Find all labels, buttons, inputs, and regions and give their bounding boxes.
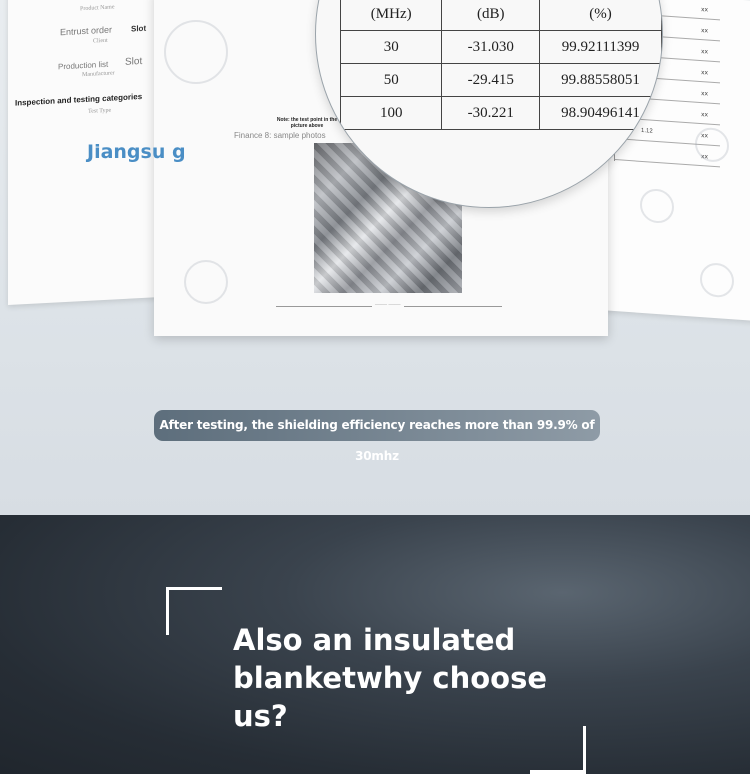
right-table-value: 1.12 [641, 127, 653, 135]
table-row [341, 97, 662, 130]
table-cell: -31.030 [442, 31, 540, 64]
page-footer: ―― ―― [372, 302, 404, 308]
table-header-cell: (%) [540, 0, 662, 31]
product-name-label: Product Name [80, 4, 115, 13]
slot-value-2: Slot [125, 55, 143, 68]
section-headline: Also an insulated blanketwhy choose us? [233, 623, 548, 733]
table-cell: 100 [341, 97, 442, 130]
manufacturer-label: Manufacturer [82, 70, 115, 79]
production-list-label: Production list [58, 59, 109, 72]
table-cell: -30.221 [442, 97, 540, 130]
watermark-logo [700, 262, 734, 298]
table-cell: 30 [341, 31, 442, 64]
table-cell: -29.415 [442, 64, 540, 97]
table-header-cell: (MHz) [341, 0, 442, 31]
overlay-label: Jiangsu g [87, 141, 186, 163]
table-row [341, 31, 662, 64]
report-table-right: ⅹⅹ ⅹⅹ ⅹⅹ ⅹⅹ ⅹⅹ ⅹⅹ 1.12 ⅹⅹ ⅹⅹ [614, 0, 720, 168]
bracket-decoration [530, 770, 586, 774]
result-caption-pill: After testing, the shielding efficiency reaches more than 99.9% of 30mhz [154, 410, 600, 441]
bracket-decoration [166, 587, 169, 635]
bracket-decoration [166, 587, 222, 590]
note-text: Note: the test point in the picture above [276, 117, 338, 129]
table-row [341, 64, 662, 97]
watermark-logo [184, 260, 228, 304]
table-header-row [341, 0, 662, 31]
client-label: Client [93, 37, 108, 45]
table-cell: 98.90496141 [540, 97, 662, 130]
why-choose-us-section [0, 515, 750, 774]
table-cell: 50 [341, 64, 442, 97]
slot-value-1: Slot [131, 23, 147, 34]
watermark-logo [164, 20, 228, 84]
inspection-categories-label: Inspection and testing categories [15, 91, 143, 108]
bracket-decoration [583, 726, 586, 774]
watermark-logo [640, 188, 674, 224]
table-cell: 99.92111399 [540, 31, 662, 64]
table-cell: 99.88558051 [540, 64, 662, 97]
shielding-results-table [340, 0, 662, 130]
table-header-cell: (dB) [442, 0, 540, 31]
entrust-order-label: Entrust order [60, 24, 113, 38]
test-type-label: Test Type [88, 107, 112, 115]
finance-caption: Finance 8: sample photos [234, 131, 326, 140]
